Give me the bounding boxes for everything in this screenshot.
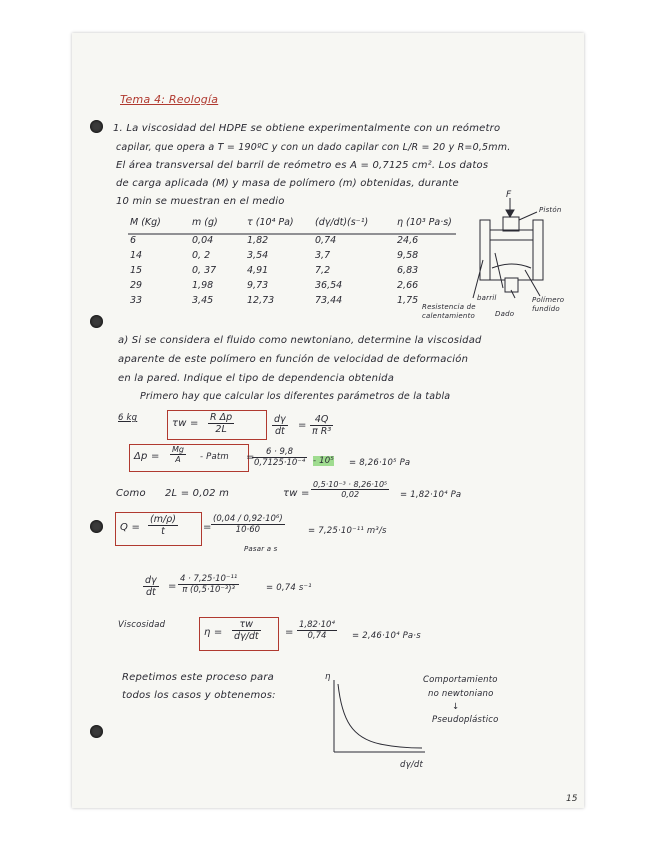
table-cell: 6 bbox=[130, 235, 137, 246]
problem-line: de carga aplicada (M) y masa de polímero (m) obtenidas, durante bbox=[116, 178, 459, 189]
viscosity-result: = 2,46·10⁴ Pa·s bbox=[352, 631, 421, 641]
shear-rhs-den: π R³ bbox=[312, 426, 332, 437]
equals-sign: = bbox=[168, 581, 177, 592]
shear-rhs-num: 4Q bbox=[310, 414, 333, 426]
dp-calc-den: 0,7125·10⁻⁴ bbox=[254, 458, 306, 468]
rate-lhs-num: dγ bbox=[145, 575, 157, 586]
piston-label: Pistón bbox=[539, 206, 562, 214]
table-cell: 9,58 bbox=[397, 250, 419, 261]
repeat-line: Repetimos este proceso para bbox=[122, 672, 275, 683]
tau-formula-den: 2L bbox=[215, 424, 227, 435]
table-cell: 3,7 bbox=[315, 250, 331, 261]
tau-calc-fraction bbox=[311, 480, 389, 499]
table-cell: 1,98 bbox=[192, 280, 214, 291]
table-cell: 7,2 bbox=[315, 265, 331, 276]
table-header-row bbox=[130, 215, 467, 233]
dp-calc-num: 6 · 9,8 bbox=[252, 447, 307, 458]
table-cell: 12,73 bbox=[247, 295, 275, 306]
binder-hole bbox=[90, 315, 103, 328]
problem-line: capilar, que opera a T = 190ºC y con un dado capilar con L/R = 20 y R=0,5mm. bbox=[116, 142, 511, 153]
table-row bbox=[130, 278, 467, 293]
part-a-line: a) Si se considera el fluido como newtoniano, determine la viscosidad bbox=[118, 335, 482, 346]
binder-hole bbox=[90, 120, 103, 133]
rate-result: = 0,74 s⁻¹ bbox=[266, 583, 312, 593]
problem-line: El área transversal del barril de reómetro es A = 0,7125 cm². Los datos bbox=[116, 160, 489, 171]
column-header: m (g) bbox=[192, 217, 218, 228]
table-cell: 0,04 bbox=[192, 235, 214, 246]
tau-result: = 1,82·10⁴ Pa bbox=[400, 490, 462, 500]
table-cell: 15 bbox=[130, 265, 143, 276]
equals-sign: = bbox=[285, 627, 294, 638]
viscosity-formula-fraction bbox=[232, 619, 261, 642]
dp-formula-fraction bbox=[170, 445, 186, 464]
table-row bbox=[130, 248, 467, 263]
table-row bbox=[130, 263, 467, 278]
dp-result: = 8,26·10⁵ Pa bbox=[349, 458, 411, 468]
repeat-line: todos los casos y obtenemos: bbox=[122, 690, 276, 701]
column-header: M (Kg) bbox=[130, 217, 161, 228]
shear-lhs-fraction bbox=[272, 414, 288, 437]
column-header: η (10³ Pa·s) bbox=[397, 217, 452, 228]
page-number: 15 bbox=[566, 794, 578, 804]
q-calc-den: 10·60 bbox=[235, 525, 261, 535]
table-cell: 29 bbox=[130, 280, 143, 291]
q-formula-fraction bbox=[148, 514, 178, 537]
problem-line: 10 min se muestran en el medio bbox=[116, 196, 285, 207]
table-cell: 9,73 bbox=[247, 280, 269, 291]
behaviour-arrow: ↓ bbox=[452, 702, 460, 712]
dado-label: Dado bbox=[495, 310, 515, 318]
q-calc-num: (0,04 / 0,92·10⁶) bbox=[213, 514, 283, 524]
behaviour-line: Comportamiento bbox=[423, 675, 498, 685]
tau-formula-fraction bbox=[208, 412, 234, 435]
force-label: F bbox=[506, 190, 512, 200]
table-header-line bbox=[128, 232, 458, 236]
viscosity-formula-lhs: η = bbox=[204, 627, 223, 638]
table-cell: 0, 2 bbox=[192, 250, 211, 261]
viscosity-label: Viscosidad bbox=[118, 620, 166, 630]
q-formula-lhs: Q = bbox=[120, 522, 141, 533]
q-note: Pasar a s bbox=[244, 545, 278, 553]
q-result: = 7,25·10⁻¹¹ m³/s bbox=[308, 526, 387, 536]
table-cell: 6,83 bbox=[397, 265, 419, 276]
rate-lhs-fraction bbox=[143, 575, 159, 598]
polimero-label: Polímero fundido bbox=[532, 296, 565, 313]
dp-formula-lhs: Δp = bbox=[134, 451, 160, 462]
rate-lhs-den: dt bbox=[145, 587, 156, 598]
q-formula-den: t bbox=[161, 526, 165, 537]
column-header: τ (10⁴ Pa) bbox=[247, 217, 294, 228]
table-row bbox=[130, 293, 467, 308]
table-cell: 14 bbox=[130, 250, 143, 261]
behaviour-line: no newtoniano bbox=[428, 689, 494, 699]
tau-formula-lhs: τw = bbox=[172, 418, 199, 429]
equals-sign: = bbox=[203, 522, 212, 533]
resistencia-label: Resistencia de calentamiento bbox=[422, 303, 476, 320]
graph-x-label: dγ/dt bbox=[400, 760, 424, 770]
q-calc-fraction bbox=[211, 514, 285, 535]
table-cell: 4,91 bbox=[247, 265, 269, 276]
shear-lhs-num: dγ bbox=[274, 414, 286, 425]
table-cell: 3,54 bbox=[247, 250, 269, 261]
shear-rhs-fraction bbox=[310, 414, 333, 437]
binder-hole bbox=[90, 520, 103, 533]
table-cell: 0, 37 bbox=[192, 265, 217, 276]
como-label: Como bbox=[116, 488, 146, 499]
viscosity-calc-num: 1,82·10⁴ bbox=[299, 620, 335, 630]
equals-sign: = bbox=[246, 452, 255, 463]
behaviour-line: Pseudoplástico bbox=[432, 715, 499, 725]
equals-sign: = bbox=[298, 420, 307, 431]
viscosity-sketch bbox=[320, 670, 430, 770]
q-formula-num: (m/ρ) bbox=[150, 514, 176, 525]
rate-calc-num: 4 · 7,25·10⁻¹¹ bbox=[180, 574, 238, 584]
table-cell: 73,44 bbox=[315, 295, 343, 306]
rate-calc-den: π (0,5·10⁻³)³ bbox=[182, 585, 236, 595]
viscosity-formula-den: dγ/dt bbox=[234, 631, 259, 642]
rate-calc-fraction bbox=[178, 574, 239, 595]
table-cell: 3,45 bbox=[192, 295, 214, 306]
tau-calc-den: 0,02 bbox=[341, 490, 360, 499]
part-a-line: aparente de este polímero en función de velocidad de deformación bbox=[118, 354, 469, 365]
tau-calc-num: 0,5·10⁻³ · 8,26·10⁵ bbox=[313, 480, 388, 489]
problem-line: 1. La viscosidad del HDPE se obtiene experimentalmente con un reómetro bbox=[113, 123, 501, 134]
dp-calc-fraction bbox=[252, 447, 307, 468]
table-cell: 2,66 bbox=[397, 280, 419, 291]
binder-hole bbox=[90, 725, 103, 738]
table-cell: 24,6 bbox=[397, 235, 419, 246]
barril-label: barril bbox=[477, 294, 497, 302]
page-title: Tema 4: Reología bbox=[120, 93, 219, 106]
table-cell: 0,74 bbox=[315, 235, 337, 246]
viscosity-calc-den: 0,74 bbox=[307, 631, 327, 641]
tau-formula-num: R Δp bbox=[210, 412, 233, 423]
example-label: 6 kg bbox=[118, 413, 138, 423]
table-cell: 1,82 bbox=[247, 235, 269, 246]
column-header: (dγ/dt)(s⁻¹) bbox=[315, 217, 369, 228]
data-table bbox=[130, 215, 467, 308]
dp-formula-num: Mg bbox=[172, 445, 184, 454]
graph-y-label: η bbox=[325, 672, 331, 682]
part-a-line: en la pared. Indique el tipo de dependencia obtenida bbox=[118, 373, 395, 384]
viscosity-calc-fraction bbox=[297, 620, 337, 641]
table-cell: 33 bbox=[130, 295, 143, 306]
dp-formula-tail: - Patm bbox=[200, 452, 229, 462]
two-l-value: 2L = 0,02 m bbox=[165, 488, 230, 499]
viscosity-formula-num: τw bbox=[232, 619, 261, 631]
dp-formula-den: A bbox=[175, 455, 181, 464]
part-a-intro: Primero hay que calcular los diferentes parámetros de la tabla bbox=[140, 391, 451, 402]
tau-calc-lhs: τw = bbox=[283, 488, 310, 499]
dp-highlight: - 10⁵ bbox=[313, 456, 334, 466]
shear-lhs-den: dt bbox=[274, 426, 285, 437]
table-cell: 1,75 bbox=[397, 295, 419, 306]
table-cell: 36,54 bbox=[315, 280, 343, 291]
